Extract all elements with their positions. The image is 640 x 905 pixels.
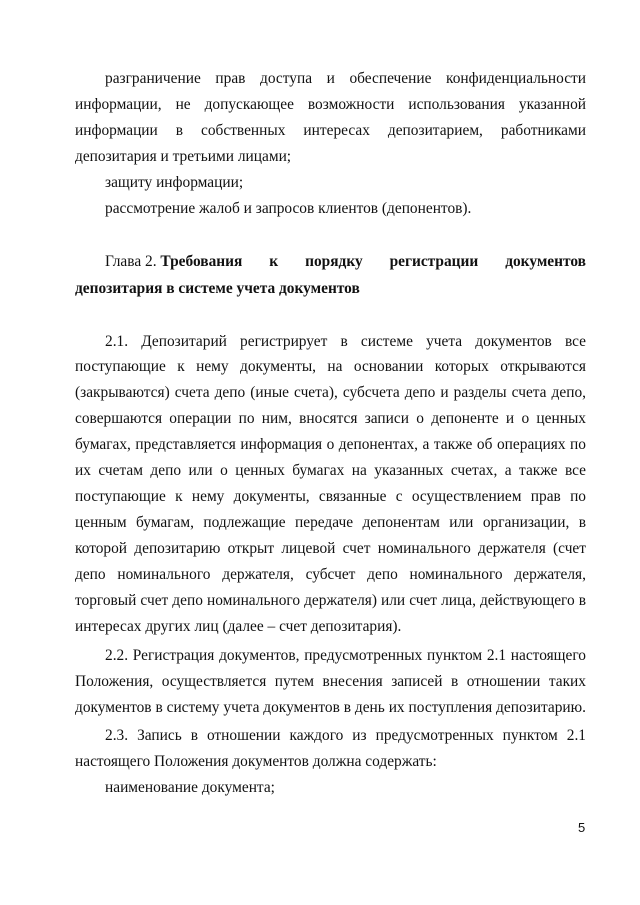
text-line: бумагах, представляется информация о депонентах, а также об операциях по xyxy=(75,436,586,453)
chapter-title-line-2: депозитария в системе учета документов xyxy=(75,280,360,297)
text-line: настоящего Положения документов должна содержать: xyxy=(75,753,437,770)
text-line: информации в собственных интересах депозитарием, работниками xyxy=(75,122,586,139)
text-line: депозитария и третьими лицами; xyxy=(75,148,292,165)
text-line: защиту информации; xyxy=(105,174,244,191)
text-line: 2.1. Депозитарий регистрирует в системе учета документов все xyxy=(105,333,586,350)
text-line: ценным бумагам, подлежащие передаче депонентам или организации, в xyxy=(75,514,586,531)
text-line: совершаются операции по ним, вносятся записи о депоненте и о ценных xyxy=(75,410,586,427)
chapter-title-word: порядку xyxy=(305,253,363,270)
text-line: 2.2. Регистрация документов, предусмотренных пунктом 2.1 настоящего xyxy=(105,647,586,664)
chapter-title-word: регистрации xyxy=(389,253,479,270)
chapter-title-word: Требования xyxy=(160,253,243,270)
text-line: поступающие к нему документы, связанные с осуществлением прав по xyxy=(75,488,586,505)
text-line: их счетам депо или о ценных бумагах на указанных счетах, а также все xyxy=(75,462,586,479)
text-line: наименование документа; xyxy=(105,779,275,796)
text-line: Положения, осуществляется путем внесения записей в отношении таких xyxy=(75,673,586,690)
text-line: (закрываются) счета депо (иные счета), субсчета депо и разделы счета депо, xyxy=(75,384,586,401)
chapter-heading xyxy=(105,253,586,271)
chapter-title-word: к xyxy=(269,253,279,270)
text-line: рассмотрение жалоб и запросов клиентов (депонентов). xyxy=(105,200,472,217)
text-line: информации, не допускающее возможности использования указанной xyxy=(75,96,586,113)
text-line: которой депозитарию открыт лицевой счет номинального держателя (счет xyxy=(75,540,586,557)
text-line: торговый счет депо номинального держателя) или счет лица, действующего в xyxy=(75,592,586,609)
chapter-prefix: Глава 2. xyxy=(105,253,157,270)
text-line: поступающие к нему документы, на основании которых открываются xyxy=(75,358,586,375)
page-number: 5 xyxy=(578,820,586,835)
text-line: депо номинального держателя, субсчет депо номинального держателя, xyxy=(75,566,586,583)
text-line: разграничение прав доступа и обеспечение конфиденциальности xyxy=(105,70,586,87)
text-line: интересах других лиц (далее – счет депозитария). xyxy=(75,618,402,635)
text-line: документов в систему учета документов в день их поступления депозитарию. xyxy=(75,699,586,716)
chapter-title-word: документов xyxy=(505,253,586,270)
text-line: 2.3. Запись в отношении каждого из предусмотренных пунктом 2.1 xyxy=(105,727,586,744)
